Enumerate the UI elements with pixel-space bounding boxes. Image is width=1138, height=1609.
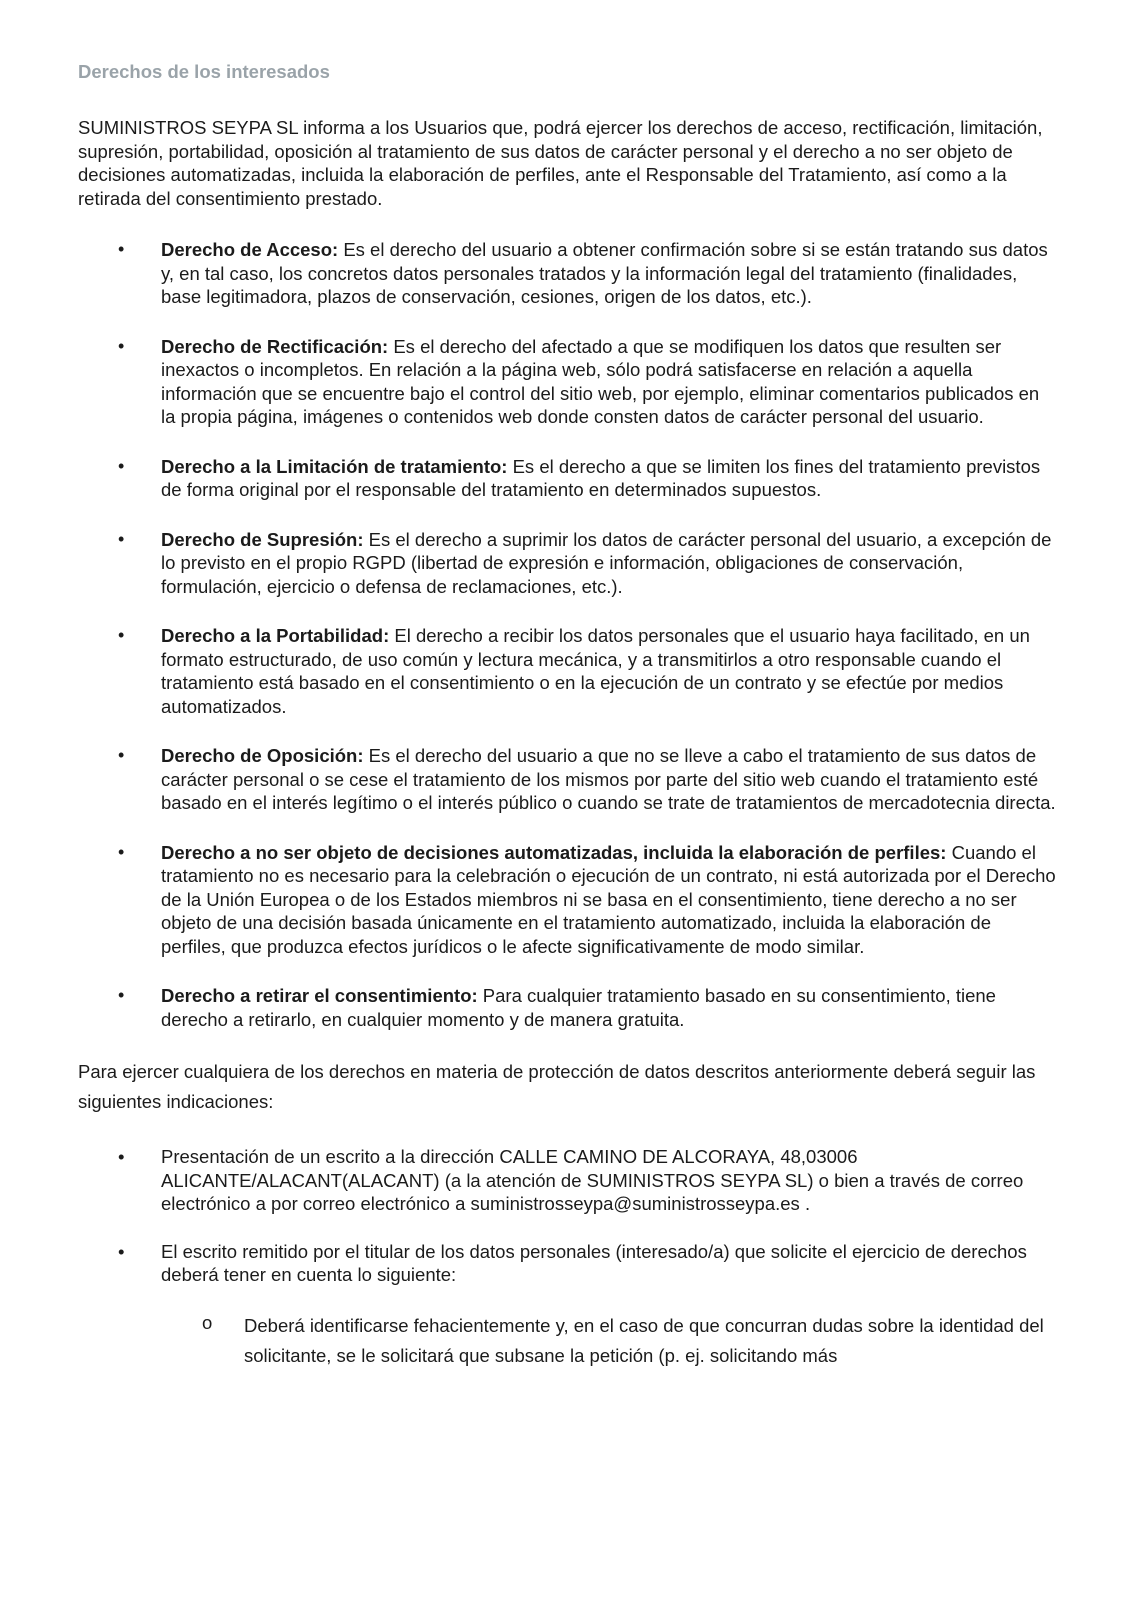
sub-step-text: Deberá identificarse fehacientemente y, en el caso de que concurran dudas sobre la identidad del solicitante, se le solicitará que subsane la petición (p. ej. solicitando más [244, 1314, 1044, 1366]
right-term: Derecho de Acceso: [161, 239, 339, 260]
list-item [78, 1145, 1056, 1216]
right-description: Es el derecho a suprimir los datos de carácter personal del usuario, a excepción de lo previsto en el propio RGPD (libertad de expresión e información, obligaciones de conservación, formulación, ejercicio o defensa de reclamaciones, etc.). [161, 528, 1052, 597]
right-description: Para cualquier tratamiento basado en su consentimiento, tiene derecho a retirarlo, en cualquier momento y de manera gratuita. [161, 985, 996, 1030]
list-item [78, 528, 1056, 599]
bullet-icon: • [118, 1240, 125, 1262]
step-text: El escrito remitido por el titular de los datos personales (interesado/a) que solicite el ejercicio de derechos deberá tener en cuenta lo siguiente: [161, 1240, 1027, 1285]
bullet-icon: • [118, 841, 125, 862]
right-description: Es el derecho a que se limiten los fines del tratamiento previstos de forma original por el responsable del tratamiento en determinados supuestos. [161, 455, 1041, 500]
right-term: Derecho de Supresión: [161, 528, 364, 550]
right-term: Derecho a retirar el consentimiento: [161, 985, 478, 1006]
list-item [78, 1311, 1056, 1371]
bullet-icon: • [118, 455, 125, 476]
intro-paragraph: SUMINISTROS SEYPA SL informa a los Usuarios que, podrá ejercer los derechos de acceso, rectificación, limitación, supresión, portabilidad, oposición al tratamiento de sus datos de carácter personal y el derecho a no ser objeto de decisiones automatizadas, incluida la elaboración de perfiles, ante el Responsable del Tratamiento, así como a la retirada del consentimiento prestado. [78, 117, 1043, 209]
list-item [78, 335, 1056, 429]
sub-steps-list [78, 1311, 1056, 1371]
bullet-icon: • [118, 335, 125, 356]
right-description: Es el derecho del afectado a que se modifiquen los datos que resulten ser inexactos o incompletos. En relación a la página web, sólo podrá satisfacerse en relación a aquella información que se encuentre bajo el control del sitio web, por ejemplo, eliminar comentarios publicados en la propia página, imágenes o contenidos web donde consten datos de carácter personal del usuario. [161, 335, 1040, 427]
bullet-icon: • [118, 1146, 125, 1167]
right-term: Derecho a la Limitación de tratamiento: [161, 455, 508, 477]
bullet-icon: • [118, 745, 125, 765]
list-item [78, 1240, 1056, 1287]
list-item [78, 744, 1056, 815]
bullet-icon: • [118, 625, 125, 645]
right-term: Derecho de Oposición: [161, 745, 364, 766]
list-item [78, 984, 1056, 1031]
bullet-icon: • [118, 985, 125, 1005]
steps-list [78, 1145, 1056, 1287]
list-item [78, 841, 1056, 959]
right-term: Derecho a no ser objeto de decisiones automatizadas, incluida la elaboración de perfiles: [161, 841, 947, 863]
step-text: Presentación de un escrito a la dirección CALLE CAMINO DE ALCORAYA, 48,03006 ALICANTE/ALACANT(ALACANT) (a la atención de SUMINISTROS SEYPA SL) o bien a través de correo electrónico a por correo electrónico a suministrosseypa@suministrosseypa.es . [161, 1146, 1024, 1214]
right-term: Derecho de Rectificación: [161, 335, 389, 357]
right-description: Cuando el tratamiento no es necesario para la celebración o ejecución de un contrato, ni está autorizada por el Derecho de la Unión Europea o de los Estados miembros ni se basa en el consentimiento, tiene derecho a no ser objeto de una decisión basada únicamente en el tratamiento automatizado, incluida la elaboración de perfiles, que produzca efectos jurídicos o le afecte significativamente de modo similar. [161, 841, 1056, 957]
instructions-paragraph: Para ejercer cualquiera de los derechos en materia de protección de datos descritos anteriormente deberá seguir las siguientes indicaciones: [78, 1061, 1036, 1112]
right-term: Derecho a la Portabilidad: [161, 625, 390, 646]
list-item [78, 624, 1056, 718]
list-item [78, 238, 1056, 309]
right-description: El derecho a recibir los datos personales que el usuario haya facilitado, en un formato estructurado, de uso común y lectura mecánica, y a transmitirlos a otro responsable cuando el tratamiento está basado en el consentimiento o en la ejecución de un contrato y se efectúe por medios automatizados. [161, 625, 1030, 717]
circle-bullet-icon: o [202, 1311, 213, 1333]
right-description: Es el derecho del usuario a que no se lleve a cabo el tratamiento de sus datos de carácter personal o se cese el tratamiento de los mismos por parte del sitio web cuando el tratamiento esté basado en el interés legítimo o el interés público o cuando se trate de tratamientos de mercadotecnia directa. [161, 745, 1056, 813]
list-item [78, 455, 1056, 502]
right-description: Es el derecho del usuario a obtener confirmación sobre si se están tratando sus datos y, en tal caso, los concretos datos personales tratados y la información legal del tratamiento (finalidades, base legitimadora, plazos de conservación, cesiones, origen de los datos, etc.). [161, 239, 1048, 307]
rights-list [78, 238, 1056, 1031]
section-heading: Derechos de los interesados [78, 61, 330, 82]
bullet-icon: • [118, 239, 125, 259]
bullet-icon: • [118, 528, 125, 549]
